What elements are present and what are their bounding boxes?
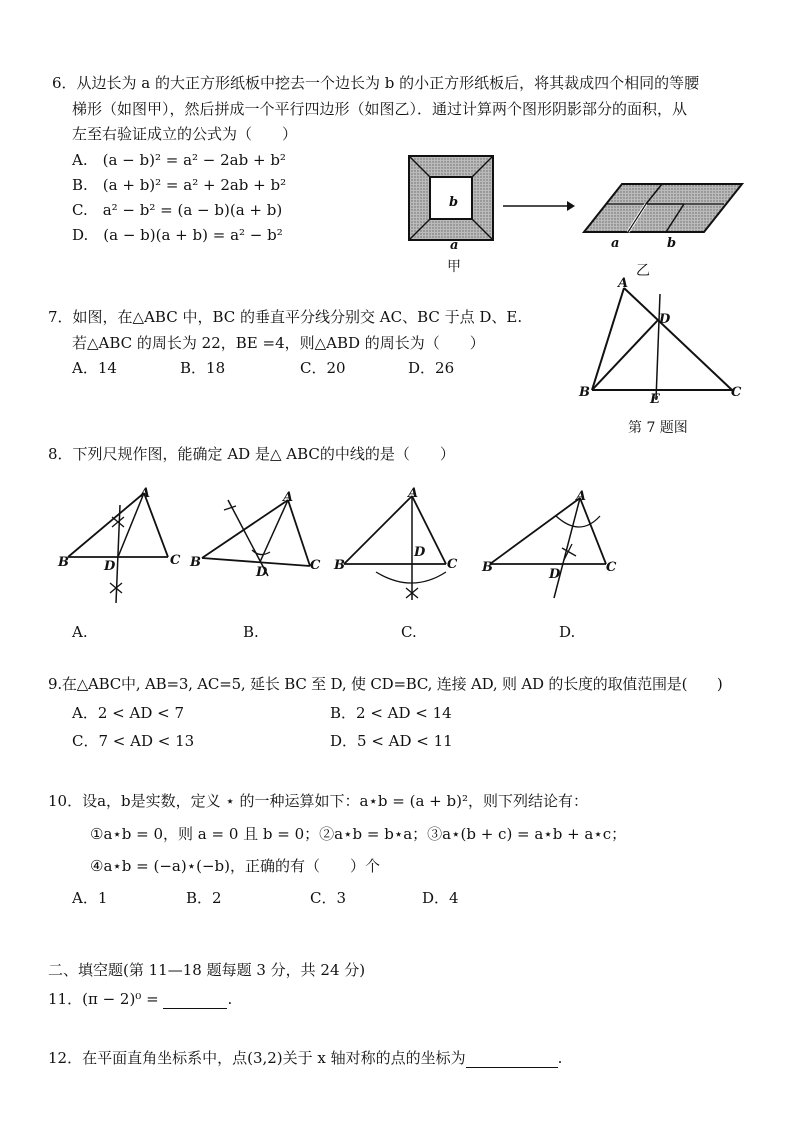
q7-line1: 7．如图，在△ABC 中，BC 的垂直平分线分别交 AC、BC 于点 D、E. [48, 308, 523, 326]
section2-title: 二、填空题(第 11—18 题每题 3 分，共 24 分) [48, 961, 366, 979]
q8a-point-a: A [140, 486, 151, 501]
q9-line1: 9.在△ABC中, AB=3, AC=5, 延长 BC 至 D, 使 CD=BC, 连接 AD, 则 AD 的长度的取值范围是( ) [48, 675, 723, 693]
q7-point-d: D [659, 312, 671, 327]
q7-point-a: A [618, 276, 629, 291]
q7-option-b: B．18 [180, 359, 226, 377]
q6-line2: 梯形（如图甲），然后拼成一个平行四边形（如图乙）．通过计算两个图形阴影部分的面积，从 [72, 100, 688, 118]
arrow-icon [503, 199, 575, 213]
q7-point-c: C [731, 385, 742, 400]
q6-option-d: D. (a − b)(a + b) = a² − b² [72, 226, 283, 244]
q12-line [48, 1048, 562, 1068]
q8c-point-c: C [447, 557, 458, 572]
q8b-point-a: A [283, 490, 294, 505]
q8d-point-b: B [482, 560, 493, 575]
q9-option-d: D．5 < AD < 11 [330, 732, 453, 750]
q10-line1: 10．设a，b是实数，定义 ⋆ 的一种运算如下：a⋆b = (a + b)²，则下列结论有： [48, 792, 588, 810]
q6-line3: 左至右验证成立的公式为（ ） [72, 125, 298, 143]
figure-yi-caption: 乙 [636, 263, 650, 279]
q10-option-a: A．1 [72, 889, 108, 907]
yi-label-a: a [611, 236, 620, 251]
q7-figure-caption: 第 7 题图 [628, 420, 688, 436]
q12-tail: . [557, 1049, 563, 1067]
yi-label-b: b [667, 236, 677, 251]
q7-point-b: B [579, 385, 590, 400]
q8a-point-b: B [58, 555, 69, 570]
q6-option-c: C. a² − b² = (a − b)(a + b) [72, 201, 283, 219]
q8-line1: 8．下列尺规作图，能确定 AD 是△ ABC的中线的是（ ） [48, 445, 455, 463]
q8d-point-d: D [549, 567, 561, 582]
q8c-point-d: D [414, 545, 426, 560]
q8-figure-a [60, 485, 185, 605]
q6-line1: 6．从边长为 a 的大正方形纸板中挖去一个边长为 b 的小正方形纸板后，将其裁成四个相同的等腰 [52, 74, 700, 92]
q7-option-a: A．14 [72, 359, 117, 377]
q7-point-e: E [650, 392, 660, 407]
q8-option-c: C. [401, 623, 417, 641]
q7-line2: 若△ABC 的周长为 22，BE =4，则△ABD 的周长为（ ） [72, 334, 485, 352]
q11-text: 11．(π − 2)⁰ = [48, 990, 159, 1008]
q8-option-b: B. [243, 623, 259, 641]
q7-option-c: C．20 [300, 359, 346, 377]
q10-option-d: D．4 [422, 889, 459, 907]
figure-jia-caption: 甲 [447, 259, 461, 275]
q12-text: 12．在平面直角坐标系中，点(3,2)关于 x 轴对称的点的坐标为 [48, 1049, 466, 1067]
jia-label-b: b [449, 195, 459, 210]
q8b-point-b: B [190, 555, 201, 570]
q8d-point-a: A [576, 489, 587, 504]
q8c-point-b: B [334, 558, 345, 573]
q12-answer-blank[interactable] [466, 1051, 558, 1068]
q7-option-d: D．26 [408, 359, 455, 377]
q8a-point-d: D [104, 559, 116, 574]
q8-option-a: A. [72, 623, 88, 641]
q8c-point-a: A [408, 486, 419, 501]
q9-option-c: C．7 < AD < 13 [72, 732, 195, 750]
q11-tail: . [227, 990, 233, 1008]
q11-line [48, 989, 232, 1009]
q9-option-a: A．2 < AD < 7 [72, 704, 184, 722]
q6-option-a: A. (a − b)² = a² − 2ab + b² [72, 151, 286, 169]
q8b-point-d: D [256, 565, 268, 580]
jia-label-a: a [450, 238, 459, 253]
q8-option-d: D. [559, 623, 576, 641]
q8-figure-d [484, 490, 619, 605]
q6-option-b: B. (a + b)² = a² + 2ab + b² [72, 176, 287, 194]
q7-figure [580, 280, 750, 410]
q8a-point-c: C [170, 553, 181, 568]
q8-figure-c [336, 488, 466, 608]
q11-answer-blank[interactable] [163, 992, 227, 1009]
q8d-point-c: C [606, 560, 617, 575]
figure-yi [584, 182, 744, 234]
q8b-point-c: C [310, 558, 321, 573]
q10-option-b: B．2 [186, 889, 222, 907]
q9-option-b: B．2 < AD < 14 [330, 704, 452, 722]
q10-line2: ①a⋆b = 0，则 a = 0 且 b = 0；②a⋆b = b⋆a；③a⋆(b + c) = a⋆b + a⋆c； [90, 825, 627, 843]
q10-line3: ④a⋆b = (−a)⋆(−b)，正确的有（ ）个 [90, 857, 380, 875]
q10-option-c: C．3 [310, 889, 347, 907]
